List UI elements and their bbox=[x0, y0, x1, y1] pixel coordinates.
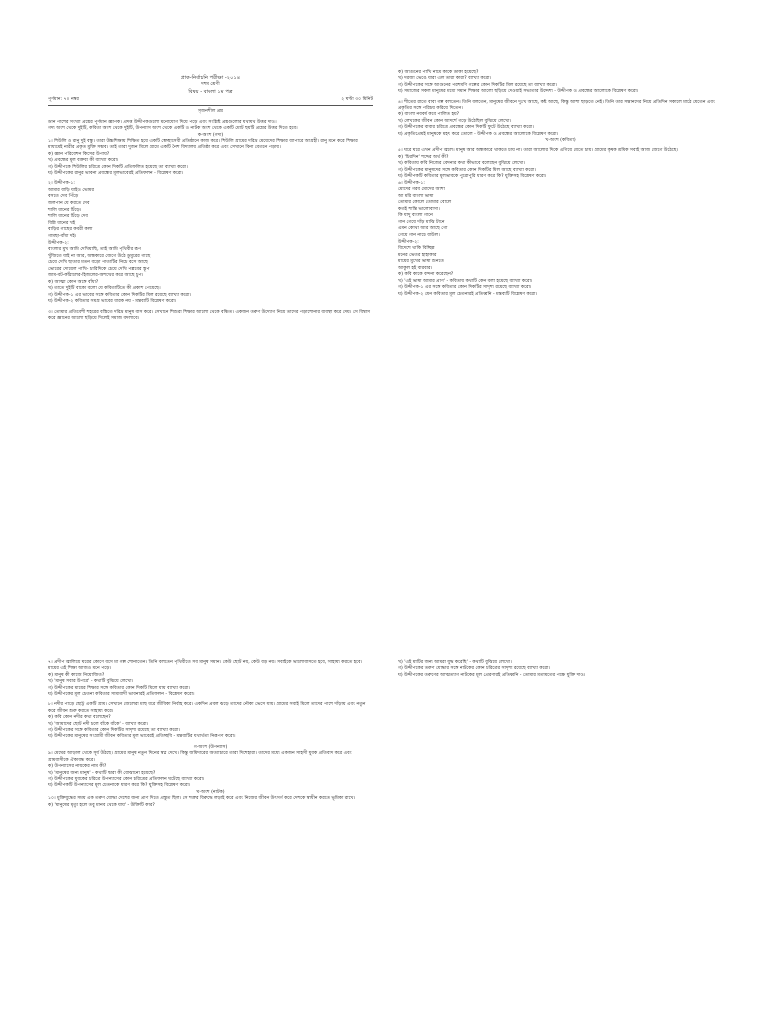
sub-question: ক) কবি কোন নদীর কথা বলেছেন? bbox=[48, 715, 111, 721]
poem-line: আ মরি বাংলা ভাষা bbox=[398, 193, 434, 199]
poem-line: বসতে দেব পিঁড়ে bbox=[48, 194, 79, 200]
sub-question: ঘ) উদ্দীপকের মানুষের সংগ্রামী জীবন কবিতার মূল ভাবেরই প্রতিচ্ছবি - মন্তব্যটির যথার্থতা নিরূপণ করো। bbox=[48, 734, 236, 740]
poem-line: গান গেয়ে দাঁড় মাঝি টানে bbox=[398, 219, 445, 225]
poem-line: শালি ধানের চিঁড়ে। bbox=[48, 207, 82, 213]
full-marks: পূর্ণমান: ৭০ নম্বর bbox=[48, 97, 79, 103]
sub-question: খ) লেখকের জীবন কোন আদর্শে গড়ে উঠেছিল বুঝিয়ে লেখো। bbox=[398, 118, 512, 124]
sub-question: খ) দরজা ভেঙে যারা এল তারা কারা? ব্যাখ্যা করো। bbox=[398, 76, 492, 82]
class-label: দশম শ্রেণী bbox=[201, 82, 220, 87]
sub-question: খ) 'এই মাটির জন্য আমরা যুদ্ধ করেছি' - কথাটি বুঝিয়ে লেখো। bbox=[398, 660, 512, 665]
poem-line: মায়ের মুখের ভাষা শুনতে bbox=[398, 259, 444, 265]
exam-title: প্রাক-নির্বাচনি পরীক্ষা -২০১৪ bbox=[180, 75, 241, 81]
sub-question: ঘ) উদ্দীপকটি কবিতার মূলভাবকে পুরোপুরি ধারণ করে কি? যুক্তিসহ বিশ্লেষণ করো। bbox=[398, 174, 547, 180]
poem-line: ভোরের দোয়েল পাখি- চারিদিকে চেয়ে দেখি পল্লবের স্তূপ bbox=[48, 266, 150, 272]
left-bottom-column bbox=[48, 660, 373, 809]
sub-question: ঘ) উদ্দীপকের তরুণের আত্মত্যাগ নাটকের মূল প্রেরণারই প্রতিধ্বনি - তোমার মতামতের পক্ষে যুক্তি দাও। bbox=[398, 672, 586, 678]
poem-line: তোমার কোলে তোমার বোলে bbox=[398, 200, 452, 206]
poem-line: গামছা-বাঁধা দই। bbox=[48, 234, 77, 240]
poem-block-2 bbox=[48, 247, 373, 280]
poem-line: গেয়ে গান নাচে বাউল। bbox=[398, 233, 440, 239]
sub-question: ঘ) উদ্দীপক-২ কবিতার সমগ্র ভাবের ধারক নয় - মন্তব্যটি বিশ্লেষণ করো। bbox=[48, 299, 177, 305]
left-top-column bbox=[48, 74, 373, 322]
sub-question: খ) 'মানুষ সবার উপরে' - কথাটি বুঝিয়ে লেখো। bbox=[48, 679, 134, 685]
poem-line: বাড়ির গাছের কবরী কলা bbox=[48, 227, 93, 233]
stimulus-label: ৬। উদ্দীপক-১: bbox=[398, 180, 425, 186]
question-stem: ১০। মুক্তিযুদ্ধের সময় এক তরুণ যোদ্ধা দেশের জন্য প্রাণ দিতে প্রস্তুত ছিল। সে শত্রুর বিরুদ্ধে লড়াই করে এবং নিজের জীবন উৎসর্গ করে দেশকে স্বাধীন করতে ভূমিকা রাখে। bbox=[48, 796, 356, 802]
poem-line: কি যাদু বাংলা গানে bbox=[398, 213, 433, 219]
question-stem: ১। শিউলি ও রানু দুই বন্ধু। তারা উচ্চশিক্ষায় শিক্ষিত হয়ে একটি স্বেচ্ছাসেবী প্রতিষ্ঠানে কাজ করে। শিউলি গ্রামের দরিদ্র মেয়েদের শিক্ষার ব্যাপারে আগ্রহী। রানু মনে করে শিক্ষার মাধ্যমেই নারীর প্রকৃত মুক্তি সম্ভব। তাই তারা দুজন মিলে গ্রামে একটি নৈশ বিদ্যালয় প্রতিষ্ঠা করে এবং সেখানে বিনা বেতনে পড়ায়। bbox=[48, 139, 358, 151]
poem-block-3 bbox=[398, 187, 723, 240]
sub-question: ক) 'মানুষের মৃত্যু হলে তবু মানব থেকে যায়' - উক্তিটি কার? bbox=[48, 802, 155, 808]
subject-label: বিষয় - বাংলা ১ম পত্র bbox=[188, 89, 233, 96]
section-heading-novel: গ-অংশ (উপন্যাস) bbox=[193, 744, 228, 750]
sub-question: গ) উদ্দীপকের মায়ের শিক্ষার সঙ্গে কবিতার কোন দিকটি মিলে যায় ব্যাখ্যা করো। bbox=[48, 685, 190, 691]
poem-line: খুঁজিতে যাই না আর, অন্ধকারে জেগে উঠে ডুমুরের গাছে bbox=[48, 253, 151, 259]
divider bbox=[48, 105, 373, 106]
sub-question: গ) উদ্দীপকের সঙ্গে আগুনের পরশমণি গল্পের কোন দিকটির মিল রয়েছে তা ব্যাখ্যা করো। bbox=[398, 82, 558, 88]
sub-question: গ) উদ্দীপকে শিউলির চরিত্রে কোন দিকটি প্রতিফলিত হয়েছে তা ব্যাখ্যা করো। bbox=[48, 164, 188, 170]
stimulus-label: উদ্দীপক-২: bbox=[48, 240, 69, 246]
question-stem: ৭। প্রদীপ জ্বালিয়ে ঘরের কোণে বসে মা গল্প শোনাতেন। তিনি বলতেন পৃথিবীতে সব মানুষ সমান। কেউ ছোট নয়, কেউ বড় নয়। সবাইকে ভালোবাসতে হবে, সাহায্য করতে হবে। মায়ের এই শিক্ষা আজও মনে পড়ে। bbox=[48, 660, 363, 672]
poem-line: চেয়ে দেখি ছাতার মতন বড়ো পাতাটির নিচে বসে আছে bbox=[48, 260, 148, 266]
instruction-1: ডান পাশের সংখ্যা প্রশ্নের পূর্ণমান জ্ঞাপক। প্রদত্ত উদ্দীপকগুলো মনোযোগ দিয়ে পড়ে এবং সংশ্লিষ্ট প্রশ্নগুলোর যথাযথ উত্তর দাও। bbox=[48, 119, 277, 125]
sub-question: ক) আগুনের পাখি নামে কাকে ডাকা হয়েছে? bbox=[398, 70, 479, 75]
sub-question: খ) 'আমাদের ছোট নদী চলে বাঁকে বাঁকে' - ব্যাখ্যা করো। bbox=[48, 721, 149, 727]
sub-question: ক) জ্ঞান পরিবেশন কিসের উপায়? bbox=[48, 151, 110, 157]
sub-question: গ) উদ্দীপকের বাবার চরিত্রে প্রবন্ধের কোন দিকটি ফুটে উঠেছে ব্যাখ্যা করো। bbox=[398, 125, 534, 131]
sub-question: খ) তাতে দুইটি বাক্যে বলো যে কবিতাটিতে কী প্রকাশ পেয়েছে। bbox=[48, 286, 161, 292]
sub-question: ঘ) উদ্দীপকের মূল চেতনা কবিতার সাম্যবাদী ভাবনারই প্রতিফলন - বিশ্লেষণ করো। bbox=[48, 692, 195, 698]
sub-question: ঘ) উদ্দীপকটি উপন্যাসের মূল চেতনাকে ধারণ করে কি? যুক্তিসহ বিশ্লেষণ করো। bbox=[48, 783, 191, 789]
sub-question: ক) উপন্যাসের নায়কের নাম কী? bbox=[48, 764, 107, 770]
sub-question: ক) মানুষ কী কাজে নিয়োজিত? bbox=[48, 672, 105, 678]
sub-question: গ) উদ্দীপকের যুবকের চরিত্রে উপন্যাসের কোন চরিত্রের প্রতিফলন ঘটেছে ব্যাখ্যা করো। bbox=[48, 776, 205, 782]
poem-block-1 bbox=[48, 188, 373, 241]
sub-question: গ) উদ্দীপক-১ এর ভাবের সঙ্গে কবিতার কোন দিকটির মিল রয়েছে ব্যাখ্যা করো। bbox=[48, 292, 192, 298]
poem-line: জলপান যে করতে দেব bbox=[48, 201, 90, 207]
sub-question: খ) কবিতায় কবি নিজের বেদনার কথা কীভাবে বলেছেন বুঝিয়ে লেখো। bbox=[398, 161, 526, 167]
section-heading-poetry: খ-অংশ (কবিতা) bbox=[545, 138, 576, 144]
sub-question: গ) উদ্দীপকের মানুষদের সঙ্গে কবিতার কোন দিকটির মিল আছে ব্যাখ্যা করো। bbox=[398, 167, 536, 173]
sub-question: খ) 'এই ভাষা আমার প্রাণ' - কবিতায় কথাটি কেন বলা হয়েছে ব্যাখ্যা করো। bbox=[398, 278, 533, 284]
sub-question: গ) উদ্দীপকের সঙ্গে কবিতার কোন দিকটির সাদৃশ্য রয়েছে তা ব্যাখ্যা করো। bbox=[48, 728, 180, 734]
section-title: সৃজনশীল প্রশ্ন bbox=[197, 109, 224, 115]
poem-line: এমন কোথা আর আছে গো bbox=[398, 226, 448, 232]
section-heading-prose: ক-অংশ (গদ্য) bbox=[197, 132, 224, 138]
sub-question: ঘ) উদ্দীপক-২ যেন কবিতার মূল চেতনারই প্রতিধ্বনি - মন্তব্যটি বিশ্লেষণ করো। bbox=[398, 291, 538, 297]
sub-question: খ) 'মানুষের জন্য মানুষ' - কথাটি দ্বারা কী বোঝানো হয়েছে? bbox=[48, 770, 156, 776]
question-stem: ৩। তোমার প্রতিবেশী শহরের বস্তিতে দরিদ্র মানুষ বাস করে। সেখানে শিশুরা শিক্ষার আলো থেকে বঞ্চিত। একজন তরুণ উদ্যোগ নিয়ে তাদের পড়াশোনার ব্যবস্থা করে দেয়। সে বিশ্বাস করে জ্ঞানের আলো ছড়িয়ে দিলেই সমাজ বদলাবে। bbox=[48, 309, 371, 322]
sub-question: ঘ) সমাজের সকল মানুষের মধ্যে সমান শিক্ষার আলো ছড়িয়ে দেওয়াই সভ্যতার উদ্দেশ্য - উদ্দীপক ও প্রবন্ধের আলোকে বিশ্লেষণ করো। bbox=[398, 89, 639, 95]
sub-question: ঘ) উদ্দীপকের রানুর ভাবনা প্রবন্ধের মূলভাবেরই প্রতিফলন - বিশ্লেষণ করো। bbox=[48, 171, 184, 177]
section-heading-drama: ঘ-অংশ (নাটক) bbox=[196, 789, 225, 795]
poem-line: আমার বাড়ি যাইও ভোমর bbox=[48, 187, 95, 193]
stimulus-label: ২। উদ্দীপক-১: bbox=[48, 181, 75, 187]
right-top-column bbox=[398, 70, 723, 298]
poem-line: মোদের গরব মোদের আশা bbox=[398, 186, 445, 192]
question-stem: ৯। মেঘের আড়াল থেকে সূর্য উঠছে। গ্রামের মানুষ নতুন দিনের স্বপ্ন দেখে। কিন্তু জমিদারের অত্যাচারে তারা দিশেহারা। তাদের মধ্যে একজন সাহসী যুবক প্রতিবাদ করে এবং গ্রামবাসীকে ঐক্যবদ্ধ করে। bbox=[48, 751, 352, 763]
poem-line: মনের ভেতর হাহাকার bbox=[398, 252, 437, 258]
instruction-2: গদ্য অংশ থেকে দুইটি, কবিতা অংশ থেকে দুইটি, উপন্যাস অংশ থেকে একটি ও নাটক অংশ থেকে একটি মোট ছয়টি প্রশ্নের উত্তর দিতে হবে। bbox=[48, 126, 298, 132]
poem-line: জাম-বট-কাঁঠালের-হিজলের-অশত্থের করে আছে চুপ। bbox=[48, 273, 144, 279]
poem-line: শালি ধানের চিঁড়ে দেব bbox=[48, 214, 88, 220]
sub-question: খ) প্রবন্ধের মূল বক্তব্য কী ব্যাখ্যা করো। bbox=[48, 158, 119, 164]
question-stem: ৪। শীতের রাতে বাবা গল্প বলতেন। তিনি বলতেন, মানুষের জীবনে দুঃখ আছে, কষ্ট আছে, কিন্তু আশা ছাড়তে নেই। তিনি তার সন্তানদের নিয়ে প্রতিদিন সকালে মাঠে যেতেন এবং প্রকৃতির সঙ্গে পরিচয় করিয়ে দিতেন। bbox=[398, 99, 715, 112]
poem-line: বিদেশে থাকি বিচ্ছিন্ন bbox=[398, 246, 435, 252]
sub-question: গ) উদ্দীপক-১ এর সঙ্গে কবিতার কোন দিকটির সাদৃশ্য রয়েছে ব্যাখ্যা করো। bbox=[398, 285, 532, 291]
stimulus-label: উদ্দীপক-২: bbox=[398, 239, 419, 245]
question-stem: ৫। ঘরে ঘরে এখন প্রদীপ জ্বলে। মানুষ আর অন্ধকারে থাকতে চায় না। তারা আলোর দিকে এগিয়ে যেতে চায়। গ্রামের কৃষক শ্রমিক সবাই আজ জেগে উঠেছে। bbox=[398, 148, 679, 154]
exam-time: ২ ঘণ্টা ৩০ মিনিট bbox=[341, 97, 373, 103]
sub-question: গ) উদ্দীপকের তরুণ যোদ্ধার সঙ্গে নাটকের কোন চরিত্রের সাদৃশ্য রয়েছে ব্যাখ্যা করো। bbox=[398, 666, 550, 672]
sub-question: ক) কবি কাকে বন্দনা করেছেন? bbox=[398, 272, 454, 278]
poem-block-4 bbox=[398, 246, 723, 272]
sub-question: ক) আত্মা কোন অঙ্গে বাঁধা? bbox=[48, 280, 99, 285]
poem-line: বাংলার মুখ আমি দেখিয়াছি, তাই আমি পৃথিবীর রূপ bbox=[48, 247, 142, 253]
question-stem: ৮। নদীর পাড়ে ছোট্ট একটি গ্রাম। সেখানে জেলেরা মাছ ধরে জীবিকা নির্বাহ করে। একদিন প্রবল ঝড়ে তাদের নৌকা ভেসে যায়। গ্রামের সবাই মিলে তাদের পাশে দাঁড়ায় এবং নতুন করে জীবন শুরু করতে সাহায্য করে। bbox=[48, 702, 366, 714]
right-bottom-column bbox=[398, 660, 723, 679]
exam-meta bbox=[48, 96, 373, 103]
sub-question: ক) 'চিরদিন' শব্দের অর্থ কী? bbox=[398, 154, 449, 160]
poem-line: আকুল হই বারবার। bbox=[398, 265, 433, 271]
sub-question: ক) বাংলা নববর্ষ কবে পালিত হয়? bbox=[398, 112, 460, 118]
poem-line: কতই শান্তি ভালোবাসা। bbox=[398, 206, 440, 212]
poem-line: বিন্নি ধানের খই bbox=[48, 220, 76, 226]
sub-question: ঘ) প্রকৃতিপ্রেমই মানুষকে মহৎ করে তোলে - উদ্দীপক ও প্রবন্ধের আলোকে বিশ্লেষণ করো। bbox=[398, 131, 559, 137]
